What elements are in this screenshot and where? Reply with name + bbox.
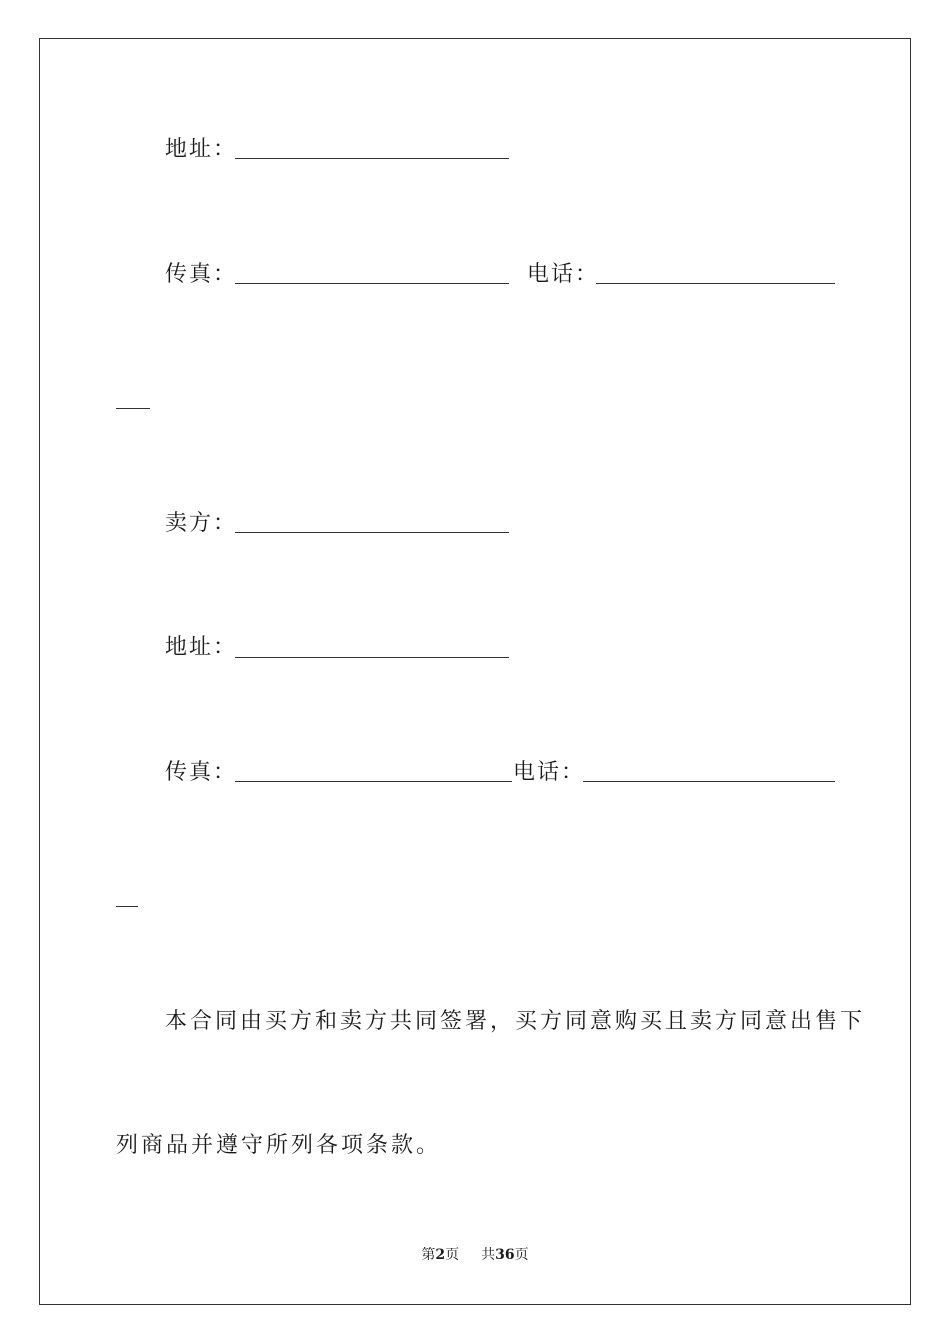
seller-address-blank[interactable] [235, 657, 509, 658]
seller-address-label: 地址： [165, 635, 238, 660]
buyer-address-blank[interactable] [235, 158, 509, 159]
seller-label: 卖方： [165, 511, 238, 536]
seller-phone-blank-continued[interactable] [116, 906, 138, 907]
buyer-address-label: 地址： [165, 137, 238, 162]
seller-name-blank[interactable] [235, 532, 509, 533]
buyer-fax-label: 传真： [165, 262, 238, 287]
buyer-phone-label: 电话： [527, 262, 600, 287]
buyer-phone-blank-continued[interactable] [116, 408, 150, 409]
page-frame [39, 38, 911, 1305]
footer-total-prefix: 共 [481, 1247, 496, 1263]
footer-page-number: 2 [435, 1247, 446, 1263]
clause-line-1: 本合同由买方和卖方共同签署，买方同意购买且卖方同意出售下 [165, 1009, 866, 1034]
seller-phone-label: 电话： [513, 760, 586, 785]
seller-phone-blank[interactable] [583, 781, 835, 782]
footer-total-pages: 36 [495, 1247, 515, 1263]
buyer-phone-blank[interactable] [596, 283, 835, 284]
seller-fax-blank[interactable] [235, 781, 512, 782]
buyer-fax-blank[interactable] [235, 283, 509, 284]
footer-prefix: 第 [421, 1247, 436, 1263]
page-footer [0, 1246, 950, 1264]
footer-total-suffix: 页 [514, 1247, 529, 1263]
clause-line-2: 列商品并遵守所列各项条款。 [116, 1133, 442, 1158]
footer-page-suffix: 页 [445, 1247, 460, 1263]
seller-fax-label: 传真： [165, 760, 238, 785]
